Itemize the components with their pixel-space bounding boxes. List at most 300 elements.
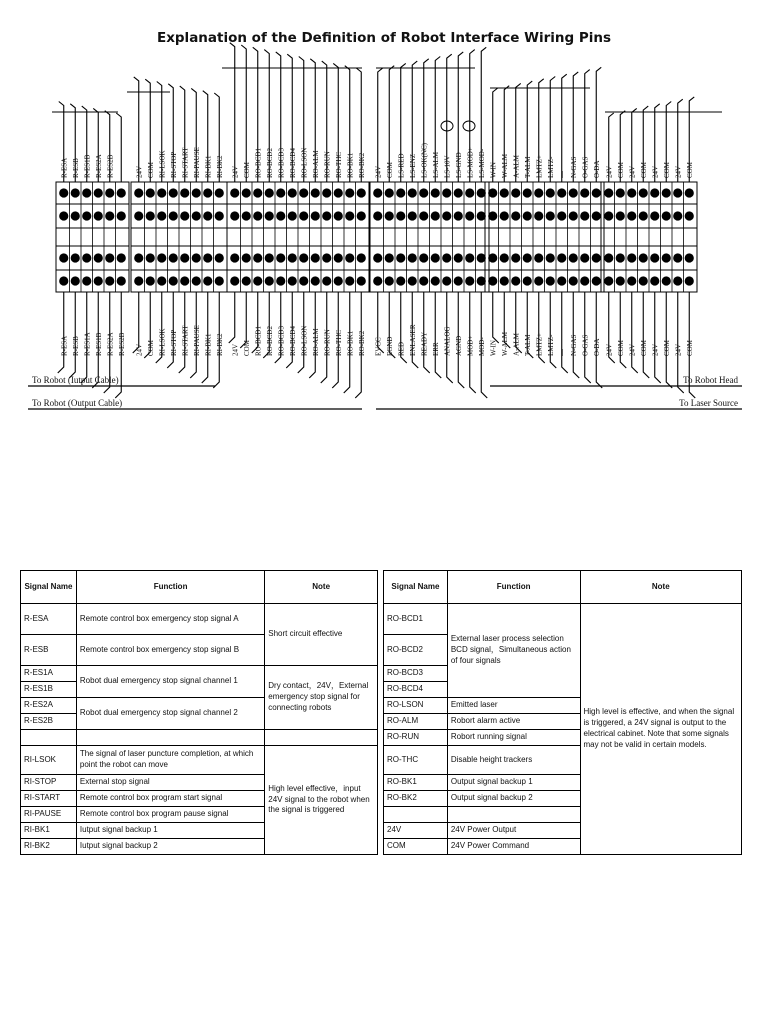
terminal-screw — [500, 188, 509, 197]
wire-bottom — [240, 292, 246, 348]
pin-label-top: LS-GND — [454, 152, 463, 178]
pin-label-bottom: MOD+ — [466, 335, 475, 356]
pin-label-bottom: RI-BK1 — [204, 333, 213, 356]
terminal-screw — [265, 211, 274, 220]
pin-label-bottom: W-ALM — [500, 331, 509, 356]
terminal-screw — [288, 188, 297, 197]
signal-name: RO-LSON — [384, 698, 448, 714]
pin-label-bottom: RO-BCD3 — [277, 326, 286, 356]
terminal-screw — [454, 253, 463, 262]
signal-name: RI-PAUSE — [21, 807, 77, 823]
terminal-screw — [477, 211, 486, 220]
terminal-screw — [662, 276, 671, 285]
terminal-screw — [345, 188, 354, 197]
wire-bottom — [632, 292, 638, 373]
signal-name: RO-ALM — [384, 714, 448, 730]
terminal-screw — [465, 276, 474, 285]
terminal-screw — [230, 276, 239, 285]
terminal-screw — [230, 211, 239, 220]
terminal-screw — [431, 253, 440, 262]
signal-function: Emitted laser — [447, 698, 580, 714]
terminal-screw — [685, 188, 694, 197]
terminal-screw — [396, 276, 405, 285]
pin-label-top: LS-OK(NC) — [420, 143, 429, 178]
signal-note: Short circuit effective — [265, 604, 378, 666]
terminal-screw — [357, 211, 366, 220]
terminal-screw — [253, 276, 262, 285]
terminal-screw — [534, 253, 543, 262]
terminal-screw — [685, 276, 694, 285]
pin-label-bottom: COM — [616, 340, 625, 356]
terminal-screw — [322, 188, 331, 197]
pin-label-top: LS-MOD+ — [466, 147, 475, 178]
terminal-screw — [408, 276, 417, 285]
terminal-screw — [511, 211, 520, 220]
terminal-screw — [253, 253, 262, 262]
terminal-screw — [488, 188, 497, 197]
signal-note — [265, 730, 378, 746]
pin-label-bottom: COM — [639, 340, 648, 356]
terminal-screw — [82, 188, 91, 197]
terminal-screw — [569, 188, 578, 197]
terminal-screw — [639, 188, 648, 197]
terminal-screw — [169, 253, 178, 262]
terminal-screw — [215, 253, 224, 262]
pin-label-top: RI-BK1 — [204, 155, 213, 178]
pin-label-bottom: RO-LSON — [300, 325, 309, 356]
terminal-screw — [639, 211, 648, 220]
pin-label-bottom: 24V — [135, 343, 144, 356]
terminal-screw — [580, 188, 589, 197]
terminal-screw — [419, 276, 428, 285]
terminal-screw — [523, 276, 532, 285]
terminal-screw — [215, 211, 224, 220]
signal-name: RI-BK1 — [21, 823, 77, 839]
signal-function: Remote control box program pause signal — [76, 807, 264, 823]
pin-label-bottom: 24V — [231, 343, 240, 356]
terminal-screw — [442, 211, 451, 220]
terminal-screw — [580, 211, 589, 220]
pin-label-bottom: RED — [397, 342, 406, 356]
terminal-screw — [322, 253, 331, 262]
pin-label-bottom: READY — [420, 331, 429, 356]
pin-label-top: O-GAS — [581, 156, 590, 178]
terminal-screw — [431, 188, 440, 197]
pin-label-top: LS-MOD- — [477, 148, 486, 178]
cable-label-robot-head: To Robot Head — [683, 375, 738, 385]
col-header-note: Note — [265, 571, 378, 604]
terminal-screw — [592, 253, 601, 262]
pin-label-bottom: LMTZ+ — [535, 333, 544, 356]
terminal-screw — [276, 253, 285, 262]
pin-label-top: RI-BK2 — [215, 155, 224, 178]
pin-label-bottom: ERR — [431, 342, 440, 356]
wire-bottom — [58, 292, 64, 373]
signal-function: Iutput signal backup 2 — [76, 839, 264, 855]
terminal-screw — [534, 188, 543, 197]
signal-function: External stop signal — [76, 775, 264, 791]
terminal-screw — [215, 276, 224, 285]
signal-name: RO-BCD4 — [384, 682, 448, 698]
wire-bottom — [493, 292, 499, 343]
pin-label-bottom: AGND — [454, 335, 463, 356]
terminal-screw — [288, 211, 297, 220]
terminal-screw — [180, 276, 189, 285]
pin-label-top: RI-STOP — [169, 151, 178, 178]
terminal-screw — [345, 253, 354, 262]
pin-label-bottom: COM — [685, 340, 694, 356]
pin-label-bottom: O-GAS — [581, 334, 590, 356]
pin-label-top: 24V — [651, 165, 660, 178]
terminal-screw — [385, 253, 394, 262]
pin-label-top: LS-ENZ — [408, 153, 417, 178]
terminal-screw — [334, 276, 343, 285]
terminal-screw — [569, 211, 578, 220]
signal-name: R-ESA — [21, 604, 77, 635]
terminal-screw — [146, 188, 155, 197]
signal-function: Robort running signal — [447, 730, 580, 746]
terminal-screw — [454, 276, 463, 285]
col-header-note: Note — [580, 571, 742, 604]
pin-label-top: RO-BK2 — [357, 152, 366, 178]
terminal-screw — [385, 276, 394, 285]
pin-label-bottom: RO-BCD2 — [265, 326, 274, 356]
pin-label-bottom: N-GAS — [569, 334, 578, 356]
terminal-screw — [385, 188, 394, 197]
terminal-screw — [557, 253, 566, 262]
terminal-screw — [431, 276, 440, 285]
pin-label-bottom: MOD- — [477, 337, 486, 356]
pin-label-bottom: ANALOG — [443, 326, 452, 356]
wire-bottom — [655, 292, 661, 383]
terminal-screw — [511, 276, 520, 285]
terminal-screw — [230, 188, 239, 197]
signal-name: 24V — [384, 823, 448, 839]
terminal-screw — [146, 253, 155, 262]
terminal-screw — [477, 253, 486, 262]
terminal-screw — [192, 188, 201, 197]
terminal-screw — [242, 188, 251, 197]
terminal-screw — [203, 253, 212, 262]
terminal-screw — [488, 211, 497, 220]
terminal-screw — [396, 253, 405, 262]
terminal-screw — [662, 211, 671, 220]
terminal-screw — [523, 253, 532, 262]
wire-top — [562, 74, 567, 182]
terminal-screw — [442, 253, 451, 262]
terminal-screw — [639, 276, 648, 285]
terminal-screw — [580, 276, 589, 285]
pin-label-top: — — [558, 171, 567, 178]
terminal-screw — [650, 253, 659, 262]
terminal-screw — [203, 188, 212, 197]
terminal-screw — [546, 211, 555, 220]
pin-label-bottom: 24V — [651, 343, 660, 356]
terminal-screw — [334, 188, 343, 197]
pin-label-bottom: ENLASER — [408, 324, 417, 356]
terminal-screw — [288, 253, 297, 262]
terminal-screw — [419, 253, 428, 262]
terminal-screw — [511, 188, 520, 197]
pin-label-top: RO-LSON — [300, 147, 309, 178]
terminal-screw — [169, 276, 178, 285]
terminal-screw — [546, 188, 555, 197]
signal-name: RO-THC — [384, 746, 448, 775]
terminal-screw — [157, 211, 166, 220]
pin-label-top: COM — [685, 162, 694, 178]
terminal-screw — [604, 188, 613, 197]
terminal-screw — [627, 253, 636, 262]
terminal-screw — [230, 253, 239, 262]
signal-note: High level is effective, and when the signal is triggered, a 24V signal is output to the electrical cabinet. Note that some signals may not be valid in certain models. — [580, 604, 742, 855]
signal-function: Remote control box emergency stop signal B — [76, 635, 264, 666]
terminal-screw — [117, 276, 126, 285]
terminal-screw — [311, 211, 320, 220]
terminal-screw — [94, 253, 103, 262]
terminal-screw — [94, 211, 103, 220]
pin-label-bottom: RO-BK2 — [357, 330, 366, 356]
pin-label-top: RI-PAUSE — [192, 147, 201, 178]
terminal-screw — [71, 211, 80, 220]
pin-label-bottom: 24V — [628, 343, 637, 356]
terminal-screw — [385, 211, 394, 220]
terminal-screw — [82, 253, 91, 262]
pin-label-top: R-ES1B — [83, 154, 92, 178]
cable-marker — [463, 121, 475, 131]
col-header-function: Function — [447, 571, 580, 604]
terminal-screw — [117, 253, 126, 262]
terminal-screw — [71, 253, 80, 262]
wire-bottom — [435, 292, 441, 378]
terminal-screw — [334, 211, 343, 220]
pin-label-bottom: COM — [662, 340, 671, 356]
terminal-screw — [396, 211, 405, 220]
signal-function — [76, 730, 264, 746]
terminal-screw — [180, 211, 189, 220]
signal-name: RI-START — [21, 791, 77, 807]
terminal-screw — [169, 211, 178, 220]
signal-name: RI-LSOK — [21, 746, 77, 775]
terminal-screw — [299, 276, 308, 285]
terminal-screw — [465, 211, 474, 220]
pin-label-top: RO-ALM — [311, 150, 320, 178]
terminal-screw — [192, 276, 201, 285]
terminal-screw — [299, 211, 308, 220]
terminal-screw — [345, 276, 354, 285]
pin-label-bottom: RI-START — [181, 325, 190, 356]
terminal-screw — [192, 211, 201, 220]
pin-label-top: RO-THC — [334, 151, 343, 178]
terminal-screw — [454, 211, 463, 220]
cable-label-output: To Robot (Output Cable) — [32, 398, 123, 408]
pin-label-top: R-ESA — [60, 157, 69, 178]
pin-label-bottom: 24V — [674, 343, 683, 356]
wire-top — [241, 45, 246, 182]
pin-label-bottom: 24V — [605, 343, 614, 356]
signal-function: Output signal backup 1 — [447, 775, 580, 791]
terminal-screw — [265, 253, 274, 262]
terminal-screw — [488, 253, 497, 262]
terminal-screw — [180, 188, 189, 197]
terminal-screw — [396, 188, 405, 197]
terminal-screw — [59, 253, 68, 262]
terminal-screw — [373, 276, 382, 285]
terminal-screw — [311, 253, 320, 262]
pin-label-top: R-ESB — [71, 158, 80, 178]
signal-name: RO-RUN — [384, 730, 448, 746]
terminal-screw — [311, 188, 320, 197]
signal-function: External laser process selection BCD signal，Simultaneous action of four signals — [447, 604, 580, 698]
terminal-screw — [616, 253, 625, 262]
terminal-screw — [511, 253, 520, 262]
signal-name: R-ES1B — [21, 682, 77, 698]
signal-function: 24V Power Command — [447, 839, 580, 855]
terminal-screw — [662, 253, 671, 262]
terminal-screw — [685, 253, 694, 262]
signal-name — [384, 807, 448, 823]
terminal-screw — [650, 211, 659, 220]
pin-label-top: RO-BK1 — [346, 152, 355, 178]
terminal-screw — [604, 276, 613, 285]
pin-label-bottom: R-ESA — [60, 335, 69, 356]
terminal-screw — [419, 211, 428, 220]
signal-name: RI-BK2 — [21, 839, 77, 855]
terminal-screw — [419, 188, 428, 197]
terminal-screw — [105, 211, 114, 220]
terminal-screw — [59, 188, 68, 197]
terminal-screw — [134, 276, 143, 285]
terminal-screw — [557, 276, 566, 285]
pin-label-top: 24V — [605, 165, 614, 178]
terminal-screw — [685, 211, 694, 220]
signal-function: Robot dual emergency stop signal channel 1 — [76, 666, 264, 698]
terminal-screw — [373, 253, 382, 262]
terminal-screw — [105, 188, 114, 197]
terminal-screw — [242, 253, 251, 262]
terminal-screw — [322, 276, 331, 285]
signal-table-left — [20, 570, 378, 855]
terminal-screw — [616, 211, 625, 220]
pin-label-top: 24V — [674, 165, 683, 178]
terminal-screw — [157, 188, 166, 197]
signal-function: Remote control box emergency stop signal A — [76, 604, 264, 635]
terminal-screw — [265, 188, 274, 197]
terminal-screw — [627, 188, 636, 197]
wire-bottom — [229, 292, 235, 343]
col-header-function: Function — [76, 571, 264, 604]
cable-label-laser-source: To Laser Source — [679, 398, 738, 408]
terminal-screw — [500, 276, 509, 285]
terminal-screw — [169, 188, 178, 197]
pin-label-bottom: RI-STOP — [169, 329, 178, 356]
terminal-screw — [627, 211, 636, 220]
terminal-screw — [580, 253, 589, 262]
terminal-screw — [134, 211, 143, 220]
pin-label-top: RI-LSOK — [158, 150, 167, 178]
terminal-screw — [157, 253, 166, 262]
pin-label-bottom: RI-PAUSE — [192, 325, 201, 356]
terminal-screw — [276, 211, 285, 220]
terminal-screw — [673, 188, 682, 197]
wire-bottom — [643, 292, 649, 378]
signal-function: The signal of laser puncture completion, at which point the robot can move — [76, 746, 264, 775]
terminal-screw — [299, 188, 308, 197]
terminal-screw — [334, 253, 343, 262]
pin-label-top: R-ES2A — [94, 154, 103, 178]
terminal-screw — [431, 211, 440, 220]
terminal-screw — [71, 276, 80, 285]
pin-label-bottom: RO-RUN — [323, 329, 332, 356]
terminal-screw — [557, 188, 566, 197]
pin-label-top: COM — [146, 162, 155, 178]
col-header-signal: Signal Name — [384, 571, 448, 604]
signal-function: Robot dual emergency stop signal channel 2 — [76, 698, 264, 730]
terminal-screw — [253, 211, 262, 220]
pin-label-top: A-ALM — [512, 155, 521, 178]
pin-label-top: LS-ALM — [431, 151, 440, 178]
terminal-screw — [477, 188, 486, 197]
pin-label-bottom: RI-LSOK — [158, 328, 167, 356]
wire-top — [230, 43, 235, 182]
terminal-screw — [82, 276, 91, 285]
terminal-screw — [59, 276, 68, 285]
cable-label-input: To Robot (Iutput Cable) — [32, 375, 119, 385]
terminal-screw — [442, 276, 451, 285]
terminal-screw — [311, 276, 320, 285]
terminal-screw — [454, 188, 463, 197]
terminal-screw — [488, 276, 497, 285]
pin-label-top: LMTZ+ — [535, 155, 544, 178]
pin-label-bottom: RO-BCD1 — [254, 326, 263, 356]
terminal-screw — [408, 253, 417, 262]
pin-label-top: O-DA — [592, 160, 601, 178]
wire-bottom — [69, 292, 75, 378]
terminal-screw — [673, 253, 682, 262]
pin-label-top: LS-10V — [443, 155, 452, 178]
terminal-screw — [639, 253, 648, 262]
signal-name: RO-BCD1 — [384, 604, 448, 635]
signal-function: Remote control box program start signal — [76, 791, 264, 807]
terminal-screw — [557, 211, 566, 220]
pin-label-top: W-IN — [489, 162, 498, 178]
terminal-screw — [534, 276, 543, 285]
pin-label-bottom: W-IN — [489, 340, 498, 356]
terminal-screw — [616, 276, 625, 285]
pin-label-top: 24V — [135, 165, 144, 178]
terminal-screw — [442, 188, 451, 197]
pin-label-top: COM — [616, 162, 625, 178]
terminal-screw — [357, 188, 366, 197]
terminal-screw — [117, 188, 126, 197]
terminal-screw — [373, 211, 382, 220]
signal-function: Disable height trackers — [447, 746, 580, 775]
terminal-screw — [157, 276, 166, 285]
pin-label-bottom: EVCC — [374, 337, 383, 356]
signal-name: RO-BK1 — [384, 775, 448, 791]
terminal-screw — [117, 211, 126, 220]
terminal-screw — [105, 276, 114, 285]
signal-name — [21, 730, 77, 746]
terminal-screw — [662, 188, 671, 197]
terminal-screw — [650, 276, 659, 285]
terminal-screw — [673, 276, 682, 285]
terminal-screw — [134, 188, 143, 197]
terminal-screw — [673, 211, 682, 220]
pin-label-bottom: T-ALM — [523, 334, 532, 356]
terminal-screw — [465, 188, 474, 197]
pin-label-bottom: R-ESB — [71, 336, 80, 356]
pin-label-top: T-ALM — [523, 156, 532, 178]
